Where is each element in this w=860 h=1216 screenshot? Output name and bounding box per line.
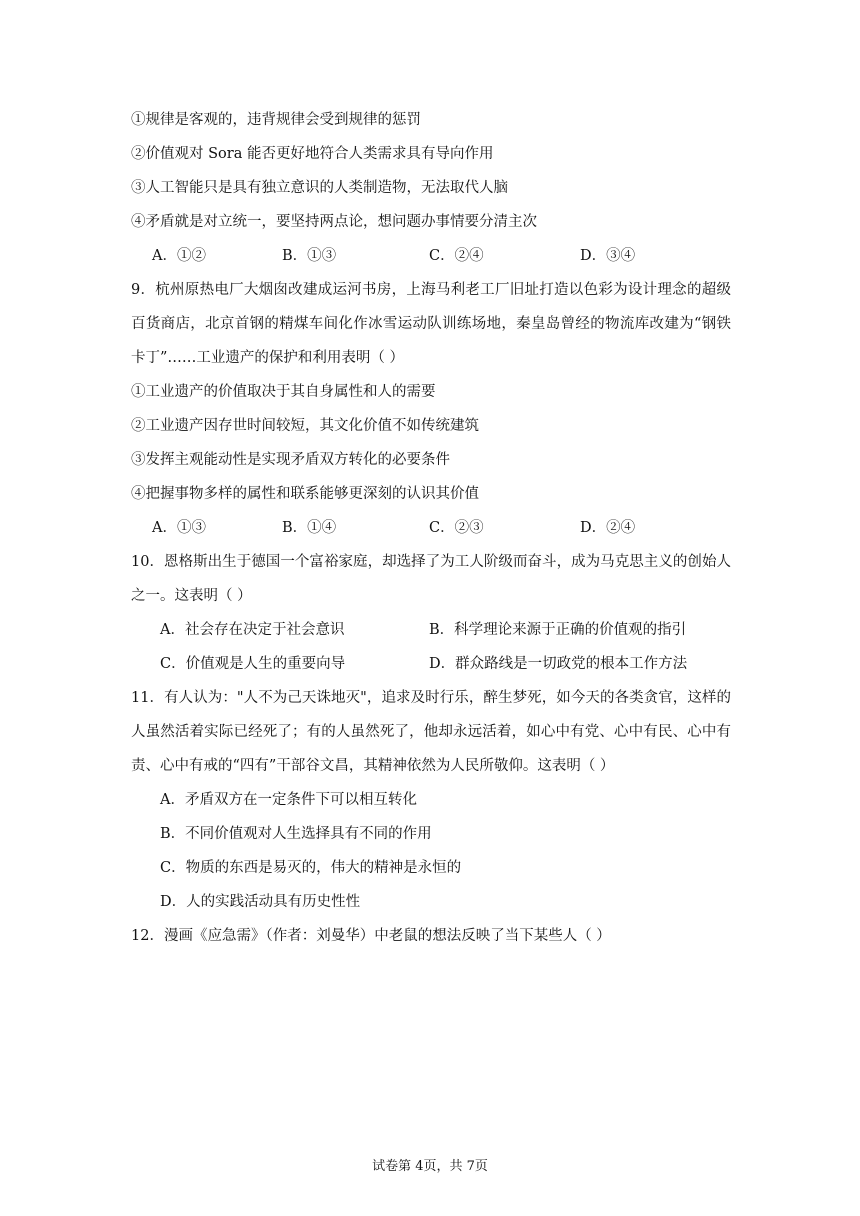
q8-statement-2: ②价值观对 Sora 能否更好地符合人类需求具有导向作用 xyxy=(131,146,494,162)
q10-stem: 10．恩格斯出生于德国一个富裕家庭，却选择了为工人阶级而奋斗，成为马克思主义的创始人之一。这表明（ ） xyxy=(131,554,731,604)
q8-statement-4: ④矛盾就是对立统一，要坚持两点论，想问题办事情要分清主次 xyxy=(131,214,537,230)
q11-stem: 11．有人认为："人不为己天诛地灭"，追求及时行乐，醉生梦死，如今天的各类贪官，这样的人虽然活着实际已经死了；有的人虽然死了，他却永远活着，如心中有党、心中有民、心中有责、心中有戒的“四有”干部谷文昌，其精神依然为人民所敬仰。这表明（ ） xyxy=(131,690,731,774)
q11-option-d: D．人的实践活动具有历史性性 xyxy=(160,894,361,910)
q8-option-a: A．①② xyxy=(152,248,206,264)
q10-option-c: C．价值观是人生的重要向导 xyxy=(160,656,346,672)
q9-option-c: C．②③ xyxy=(429,520,484,536)
q10-option-a: A．社会存在决定于社会意识 xyxy=(160,622,345,638)
q8-statement-1: ①规律是客观的，违背规律会受到规律的惩罚 xyxy=(131,112,421,128)
page-footer: 试卷第 4页，共 7页 xyxy=(372,1159,488,1174)
q10-option-d: D．群众路线是一切政党的根本工作方法 xyxy=(429,656,688,672)
q10-option-b: B．科学理论来源于正确的价值观的指引 xyxy=(429,622,687,638)
q9-statement-4: ④把握事物多样的属性和联系能够更深刻的认识其价值 xyxy=(131,486,479,502)
q8-statement-3: ③人工智能只是具有独立意识的人类制造物，无法取代人脑 xyxy=(131,180,508,196)
q9-stem: 9．杭州原热电厂大烟囱改建成运河书房，上海马利老工厂旧址打造以色彩为设计理念的超级百货商店，北京首钢的精煤车间化作冰雪运动队训练场地，秦皇岛曾经的物流库改建为“钢铁卡丁”……工业遗产的保护和利用表明（ ） xyxy=(131,282,731,366)
q8-option-c: C．②④ xyxy=(429,248,484,264)
q9-option-b: B．①④ xyxy=(282,520,337,536)
q11-option-a: A．矛盾双方在一定条件下可以相互转化 xyxy=(160,792,417,808)
q8-option-b: B．①③ xyxy=(282,248,337,264)
q9-statement-1: ①工业遗产的价值取决于其自身属性和人的需要 xyxy=(131,384,436,400)
q9-statement-3: ③发挥主观能动性是实现矛盾双方转化的必要条件 xyxy=(131,452,450,468)
q9-statement-2: ②工业遗产因存世时间较短，其文化价值不如传统建筑 xyxy=(131,418,479,434)
q8-option-d: D．③④ xyxy=(580,248,636,264)
q9-option-d: D．②④ xyxy=(580,520,636,536)
q11-option-c: C．物质的东西是易灭的，伟大的精神是永恒的 xyxy=(160,860,462,876)
q12-stem: 12．漫画《应急需》（作者：刘曼华）中老鼠的想法反映了当下某些人（ ） xyxy=(131,928,611,944)
q9-option-a: A．①③ xyxy=(152,520,206,536)
q11-option-b: B．不同价值观对人生选择具有不同的作用 xyxy=(160,826,432,842)
